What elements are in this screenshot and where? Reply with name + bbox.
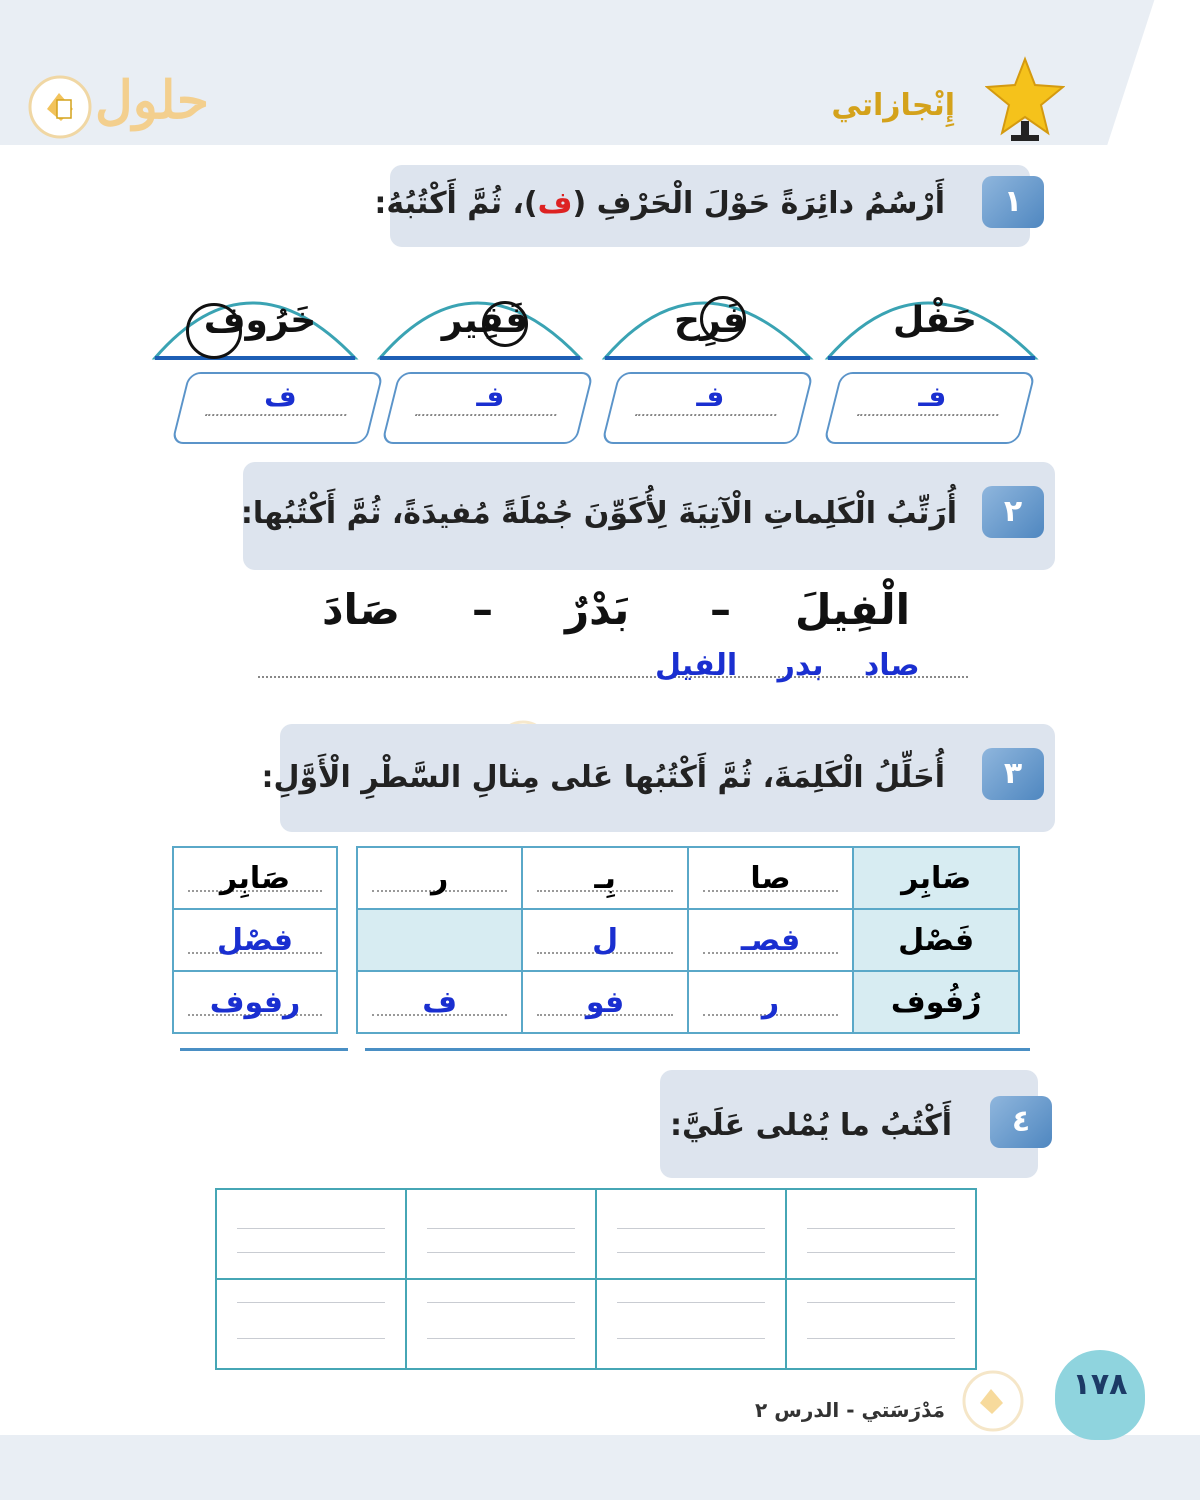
q2-answer: صاد بدر الفيل [655, 648, 920, 683]
footer-lesson: مَدْرَسَتي - الدرس ٢ [755, 1398, 945, 1422]
part-text: بِـ [594, 860, 616, 896]
part-cell[interactable] [688, 909, 854, 971]
rewrite-cell[interactable] [173, 847, 337, 909]
word-text: فَصْل [898, 922, 975, 958]
table-row [357, 909, 1019, 971]
answer-text: فـ [476, 380, 505, 413]
divider [180, 1048, 348, 1051]
footer-band [0, 1435, 1200, 1500]
page-title: إِنْجازاتي [831, 88, 955, 123]
q4-instruction: أَكْتُبُ ما يُمْلى عَلَيَّ: [670, 1108, 952, 1143]
answer-card[interactable] [171, 372, 384, 444]
q2-word: صَادَ [322, 585, 400, 634]
part-text: ر [431, 860, 449, 896]
q1-word: فَقِير [441, 300, 529, 341]
rewrite-cell[interactable] [173, 971, 337, 1033]
answer-text: فـ [696, 380, 725, 413]
part-cell[interactable] [688, 971, 854, 1033]
dictation-cell[interactable] [786, 1189, 976, 1279]
table-row [357, 971, 1019, 1033]
q3-number: ٣ [982, 748, 1044, 800]
part-cell[interactable] [688, 847, 854, 909]
q2-separator: – [710, 585, 731, 634]
answer-card[interactable] [823, 372, 1036, 444]
q3-rewrite-table [172, 846, 338, 1034]
part-text: ل [592, 922, 619, 958]
drawn-circle [700, 296, 746, 342]
word-cell [853, 971, 1019, 1033]
star-trophy-icon [985, 55, 1065, 145]
table-row [357, 847, 1019, 909]
part-cell[interactable] [357, 847, 522, 909]
part-cell[interactable] [522, 971, 687, 1033]
page-number: ١٧٨ [1072, 1367, 1128, 1402]
dictation-cell[interactable] [406, 1279, 596, 1369]
q2-number: ٢ [982, 486, 1044, 538]
answer-card[interactable] [381, 372, 594, 444]
part-cell[interactable] [522, 847, 687, 909]
q2-word: الْفِيلَ [795, 585, 911, 634]
answer-card[interactable] [601, 372, 814, 444]
dictation-cell[interactable] [786, 1279, 976, 1369]
q1-number: ١ [982, 176, 1044, 228]
q1-word: حَفْل [893, 300, 977, 341]
q2-word: بَدْرٌ [565, 585, 630, 634]
logo [25, 62, 235, 152]
q1-instruction [374, 186, 945, 221]
part-text: فصـ [740, 922, 801, 958]
rewrite-text: فصْل [217, 922, 293, 958]
q3-analysis-table [356, 846, 1020, 1034]
word-cell [853, 847, 1019, 909]
part-cell-empty [357, 909, 522, 971]
dictation-cell[interactable] [596, 1279, 786, 1369]
q1-word: فَرِح [674, 300, 746, 341]
q1-text-after: )، ثُمَّ أَكْتُبُهُ: [374, 186, 538, 221]
q3-instruction: أُحَلِّلُ الْكَلِمَةَ، ثُمَّ أَكْتُبُها عَلى مِثالِ السَّطْرِ الْأَوَّلِ: [261, 760, 945, 795]
q2-separator: – [472, 585, 493, 634]
q1-text-before: أَرْسُمُ دائِرَةً حَوْلَ الْحَرْفِ ( [572, 186, 945, 221]
logo-text: حلول [95, 70, 210, 131]
dictation-cell[interactable] [216, 1189, 406, 1279]
answer-text: فـ [918, 380, 947, 413]
word-text: رُفُوف [890, 984, 982, 1020]
dictation-grid [215, 1188, 977, 1370]
rewrite-cell[interactable] [173, 909, 337, 971]
watermark-logo [960, 1368, 1030, 1434]
divider [365, 1048, 1030, 1051]
part-text: ر [761, 984, 780, 1020]
word-text: صَابِر [901, 860, 972, 896]
q1-word: خَرُوف [203, 300, 317, 341]
part-text: ف [422, 984, 458, 1020]
part-text: صا [750, 860, 791, 896]
dictation-cell[interactable] [406, 1189, 596, 1279]
page-number-badge [1055, 1350, 1145, 1440]
q4-number: ٤ [990, 1096, 1052, 1148]
part-cell[interactable] [522, 909, 687, 971]
part-cell[interactable] [357, 971, 522, 1033]
part-text: فو [585, 984, 625, 1020]
rewrite-text: رفوف [209, 984, 301, 1020]
drawn-circle [482, 301, 528, 347]
dictation-cell[interactable] [216, 1279, 406, 1369]
rewrite-text: صَابِر [219, 860, 291, 896]
q1-letter: ف [537, 186, 573, 221]
answer-text: ف [264, 380, 297, 413]
q2-instruction: أُرَتِّبُ الْكَلِماتِ الْآتِيَةَ لِأُكَوِّنَ جُمْلَةً مُفيدَةً، ثُمَّ أَكْتُبُها: [240, 496, 957, 531]
word-cell [853, 909, 1019, 971]
dictation-cell[interactable] [596, 1189, 786, 1279]
drawn-circle [186, 303, 242, 359]
